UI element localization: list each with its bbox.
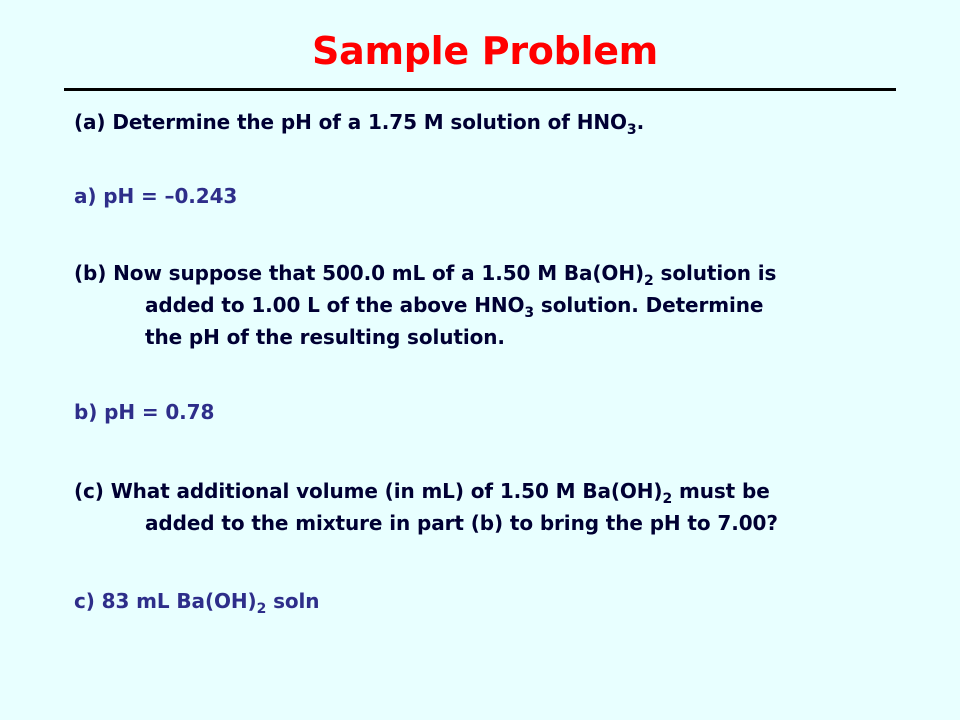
part-b-answer: b) pH = 0.78 [74,400,215,424]
slide-title: Sample Problem [312,29,658,73]
title-divider [64,88,896,91]
part-a-answer: a) pH = –0.243 [74,184,238,208]
part-b-line-2-subscript: 3 [524,305,535,321]
part-c-line-1-text: (c) What additional volume (in mL) of 1.50 M Ba(OH) [74,479,663,503]
part-c-answer-subscript: 2 [256,601,267,617]
part-c-line-1-end: must be [672,479,770,503]
part-b-question-line-1 [74,259,776,287]
part-a-question [74,108,644,136]
part-c-answer-end: soln [266,589,320,613]
part-b-line-2-text: added to 1.00 L of the above HNO [145,293,525,317]
part-b-question-line-3: the pH of the resulting solution. [145,325,505,349]
part-b-line-1-subscript: 2 [644,273,654,289]
part-a-subscript: 3 [626,122,637,138]
part-c-line-1-subscript: 2 [662,491,673,507]
part-c-question-line-2: added to the mixture in part (b) to bring the pH to 7.00? [145,511,778,535]
part-c-question-line-1 [74,477,770,505]
part-b-line-1-text: (b) Now suppose that 500.0 mL of a 1.50 M Ba(OH) [74,261,645,285]
part-b-question-line-2 [145,291,763,319]
part-b-line-2-end: solution. Determine [534,293,764,317]
part-c-answer-text: c) 83 mL Ba(OH) [74,589,257,613]
part-a-question-end: . [636,110,645,134]
part-b-line-1-end: solution is [653,261,777,285]
part-c-answer [74,587,319,615]
part-a-question-text: (a) Determine the pH of a 1.75 M solution of HNO [74,110,627,134]
